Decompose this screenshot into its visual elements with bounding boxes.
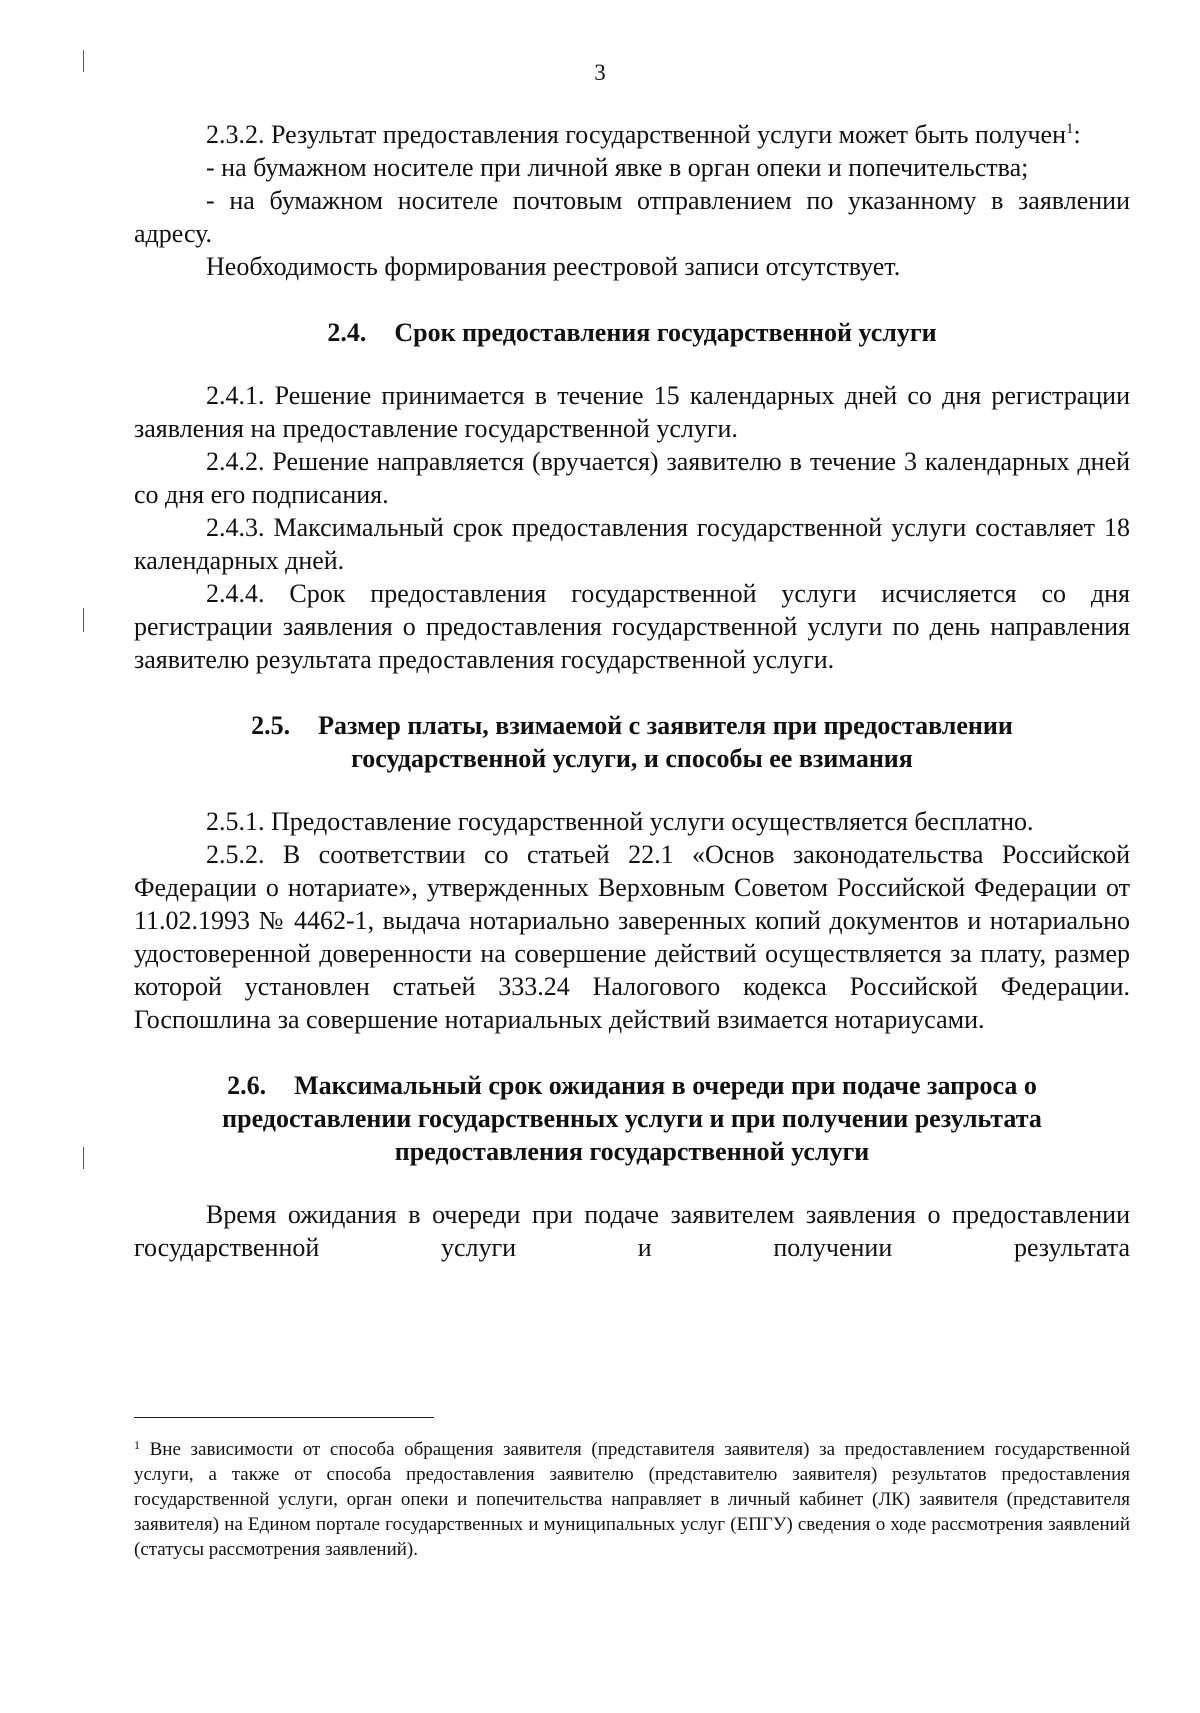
document-body [134,118,1130,1264]
footnote-reference[interactable]: 1 [1066,121,1074,137]
heading-title-line3: предоставления государственной услуги [394,1137,870,1166]
paragraph-2-4-4: 2.4.4. Срок предоставления государственной услуги исчисляется со дня регистрации заявления о предоставления государственной услуги по день направления заявителю результата предоставления государственной услуги. [134,579,1130,674]
heading-title-line1: Размер платы, взимаемой с заявителя при предоставлении [318,711,1013,740]
heading-title-line2: государственной услуги, и способы ее взимания [351,744,913,773]
paragraph-2-4-3: 2.4.3. Максимальный срок предоставления государственной услуги составляет 18 календарных дней. [134,513,1130,575]
heading-title: Срок предоставления государственной услуги [394,318,937,347]
footnote-separator [134,1417,434,1418]
heading-title-line1: Максимальный срок ожидания в очереди при подаче запроса о [294,1071,1037,1100]
heading-2-5 [134,709,1130,775]
footnote-text: Вне зависимости от способа обращения заявителя (представителя заявителя) за предоставлением государственной услуги, а также от способа предоставления заявителю (представителю заявителя) результатов предоставления государственной услуги, орган опеки и попечительства направляет в личный кабинет (ЛК) заявителя (представителя заявителя) на Едином портале государственных и муниципальных услуг (ЕПГУ) сведения о ходе рассмотрения заявлений (статусы рассмотрения заявлений). [134,1439,1131,1560]
paragraph-2-4-1: 2.4.1. Решение принимается в течение 15 календарных дней со дня регистрации заявления на предоставление государственной услуги. [134,381,1130,443]
paragraph-paper-office: - на бумажном носителе при личной явке в орган опеки и попечительства; [206,153,1029,182]
heading-number: 2.5. [251,711,291,740]
paragraph-text-tail: : [1073,120,1081,149]
paragraph-2-3-2 [134,118,1130,151]
paragraph-paper-mail: - на бумажном носителе почтовым отправлением по указанному в заявлении адресу. [134,186,1130,248]
paragraph-text: 2.3.2. Результат предоставления государственной услуги может быть получен [206,120,1067,149]
heading-number: 2.6. [227,1071,267,1100]
heading-number: 2.4. [327,318,367,347]
paragraph-2-4-2: 2.4.2. Решение направляется (вручается) заявителю в течение 3 календарных дней со дня его подписания. [134,447,1130,509]
footnote [134,1437,1130,1562]
scan-margin-mark [83,1147,84,1169]
heading-2-4 [134,316,1130,349]
paragraph-registry: Необходимость формирования реестровой записи отсутствует. [206,252,901,281]
heading-2-6 [134,1069,1130,1168]
paragraph-2-5-1: 2.5.1. Предоставление государственной услуги осуществляется бесплатно. [206,807,1034,836]
scan-margin-mark [83,608,84,632]
footnote-marker: 1 [134,1438,140,1452]
paragraph-2-5-2: 2.5.2. В соответствии со статьей 22.1 «Основ законодательства Российской Федерации о нотариате», утвержденных Верховным Советом Российской Федерации от 11.02.1993 № 4462-1, выдача нотариально заверенных копий документов и нотариально удостоверенной доверенности на совершение действий осуществляется за плату, размер которой установлен статьей 333.24 Налогового кодекса Российской Федерации. Госпошлина за совершение нотариальных действий взимается нотариусами. [134,840,1130,1034]
paragraph-wait-time: Время ожидания в очереди при подаче заявителем заявления о предоставлении государственной услуги и получении результата [134,1200,1130,1262]
page-number: 3 [594,60,606,85]
heading-title-line2: предоставлении государственных услуги и при получении результата [222,1104,1042,1133]
